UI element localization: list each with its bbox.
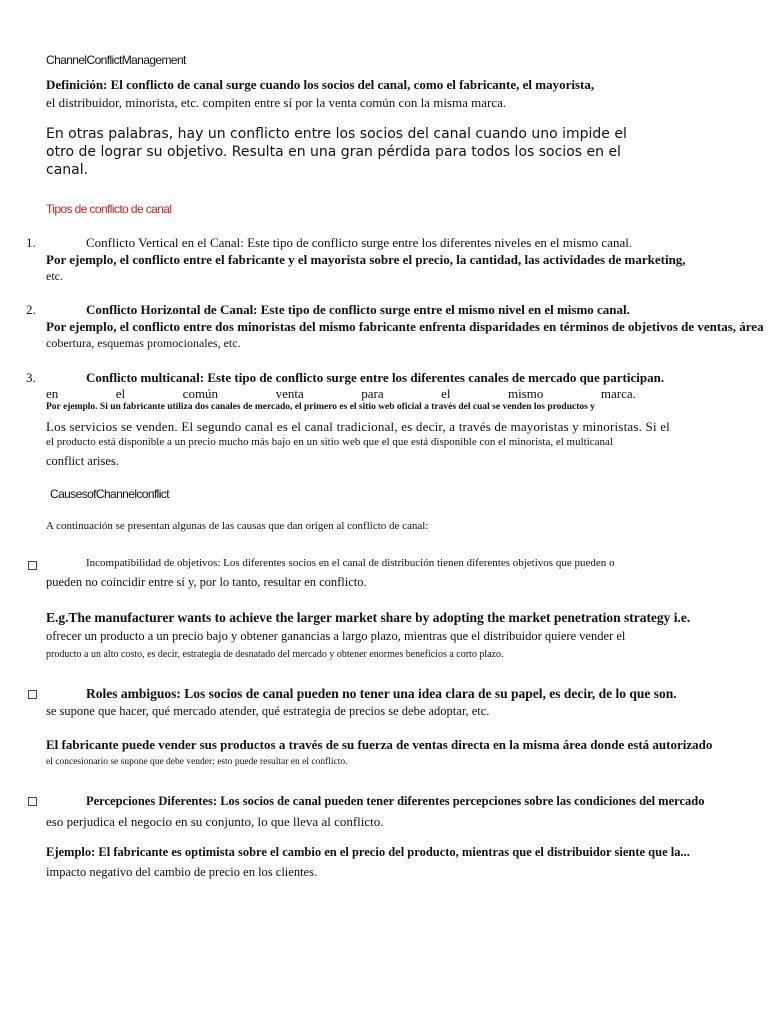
- cause-3-example-2: impacto negativo del cambio de precio en los clientes.: [46, 865, 318, 879]
- spread-word: mismo: [507, 386, 544, 401]
- cause-1-example-2: ofrecer un producto a un precio bajo y obtener ganancias a largo plazo, mientras que el distribuidor quiere vender el: [46, 629, 626, 643]
- type-1-example: Por ejemplo, el conflicto entre el fabricante y el mayorista sobre el precio, la cantidad, las actividades de marketing,: [46, 252, 686, 267]
- causes-heading: CausesofChannelconflict: [50, 487, 169, 501]
- type-3-example-line-2: Los servicios se venden. El segundo canal es el canal tradicional, es decir, a través de mayoristas y minoristas. Si el: [46, 419, 670, 434]
- type-3-example-line-3: el producto está disponible a un precio mucho más bajo en un sitio web que el que está disponible con el minorista, el multicanal: [46, 436, 613, 448]
- type-2-example: Por ejemplo, el conflicto entre dos minoristas del mismo fabricante enfrenta disparidades en términos de objetivos de ventas, área: [46, 319, 764, 334]
- spread-word: común: [182, 386, 219, 401]
- cause-1-example-1: E.g.The manufacturer wants to achieve the larger market share by adopting the market penetration strategy i.e.: [46, 610, 691, 625]
- definition-line-2: [46, 96, 602, 109]
- checkbox-icon: [28, 797, 37, 806]
- definition-line-2-text: el distribuidor, minorista, etc. compiten entre sí por la venta común con la misma marca.: [46, 95, 507, 110]
- spread-word: el: [441, 386, 451, 401]
- type-3-spread-line: [46, 387, 636, 400]
- checkbox-icon: [28, 561, 37, 570]
- types-heading: Tipos de conflicto de canal: [46, 202, 172, 216]
- paragraph-line-1: En otras palabras, hay un conflicto entre los socios del canal cuando uno impide el: [46, 126, 627, 142]
- cause-2-line-2: se supone que hacer, qué mercado atender, qué estrategia de precios se debe adoptar, etc.: [46, 704, 490, 718]
- cause-3-line-2: eso perjudica el negocio en su conjunto, lo que lleva al conflicto.: [46, 814, 384, 829]
- cause-2-example-1: El fabricante puede vender sus productos a través de su fuerza de ventas directa en la misma área donde está autorizado: [46, 737, 713, 752]
- spread-word: el: [115, 386, 126, 401]
- spread-word: para: [361, 386, 384, 401]
- checkbox-icon: [28, 690, 37, 699]
- type-3-example-line-1: Por ejemplo. Si un fabricante utiliza dos canales de mercado, el primero es el sitio web oficial a través del cual se venden los productos y: [46, 402, 595, 412]
- spread-word: en: [46, 386, 59, 401]
- cause-1-line-1: Incompatibilidad de objetivos: Los diferentes socios en el canal de distribución tienen diferentes objetivos que pueden o: [86, 557, 615, 569]
- cause-3-example-1: Ejemplo: El fabricante es optimista sobre el cambio en el precio del producto, mientras que el distribuidor siente que la...: [46, 845, 690, 859]
- type-2-lead: Conflicto Horizontal de Canal: Este tipo de conflicto surge entre el mismo nivel en el mismo canal.: [86, 302, 630, 317]
- cause-3-line-1: Percepciones Diferentes: Los socios de canal pueden tener diferentes percepciones sobre las condiciones del mercado: [86, 794, 705, 808]
- list-number: 2.: [26, 302, 36, 317]
- paragraph-line-2: otro de lograr su objetivo. Resulta en una gran pérdida para todos los socios en el: [46, 144, 621, 160]
- cause-1-line-2: pueden no coincidir entre sí y, por lo tanto, resultar en conflicto.: [46, 575, 367, 589]
- paragraph-line-3: canal.: [46, 162, 89, 178]
- cause-1-example-3: producto a un alto costo, es decir, estrategia de desnatado del mercado y obtener enormes beneficios a corto plazo.: [46, 649, 504, 660]
- cause-2-example-2: el concesionario se supone que debe vender; esto puede resultar en el conflicto.: [46, 757, 348, 767]
- definition-line-1: Definición: El conflicto de canal surge cuando los socios del canal, como el fabricante, el mayorista,: [46, 77, 595, 92]
- cause-2-line-1: Roles ambiguos: Los socios de canal pueden no tener una idea clara de su papel, es decir, de lo que son.: [86, 686, 677, 701]
- page-title: ChannelConflictManagement: [46, 53, 186, 67]
- type-3-example-line-4: conflict arises.: [46, 454, 119, 468]
- type-1-etc: etc.: [46, 269, 63, 283]
- type-3-lead: Conflicto multicanal: Este tipo de conflicto surge entre los diferentes canales de mercado que participan.: [86, 370, 665, 385]
- causes-intro: A continuación se presentan algunas de las causas que dan origen al conflicto de canal:: [46, 520, 429, 532]
- spread-word: venta: [275, 386, 304, 401]
- type-2-continuation: cobertura, esquemas promocionales, etc.: [46, 336, 241, 350]
- list-number: 1.: [26, 235, 36, 250]
- spread-word: marca.: [600, 386, 636, 401]
- list-number: 3.: [26, 370, 36, 385]
- type-1-lead: Conflicto Vertical en el Canal: Este tipo de conflicto surge entre los diferentes niveles en el mismo canal.: [86, 235, 633, 250]
